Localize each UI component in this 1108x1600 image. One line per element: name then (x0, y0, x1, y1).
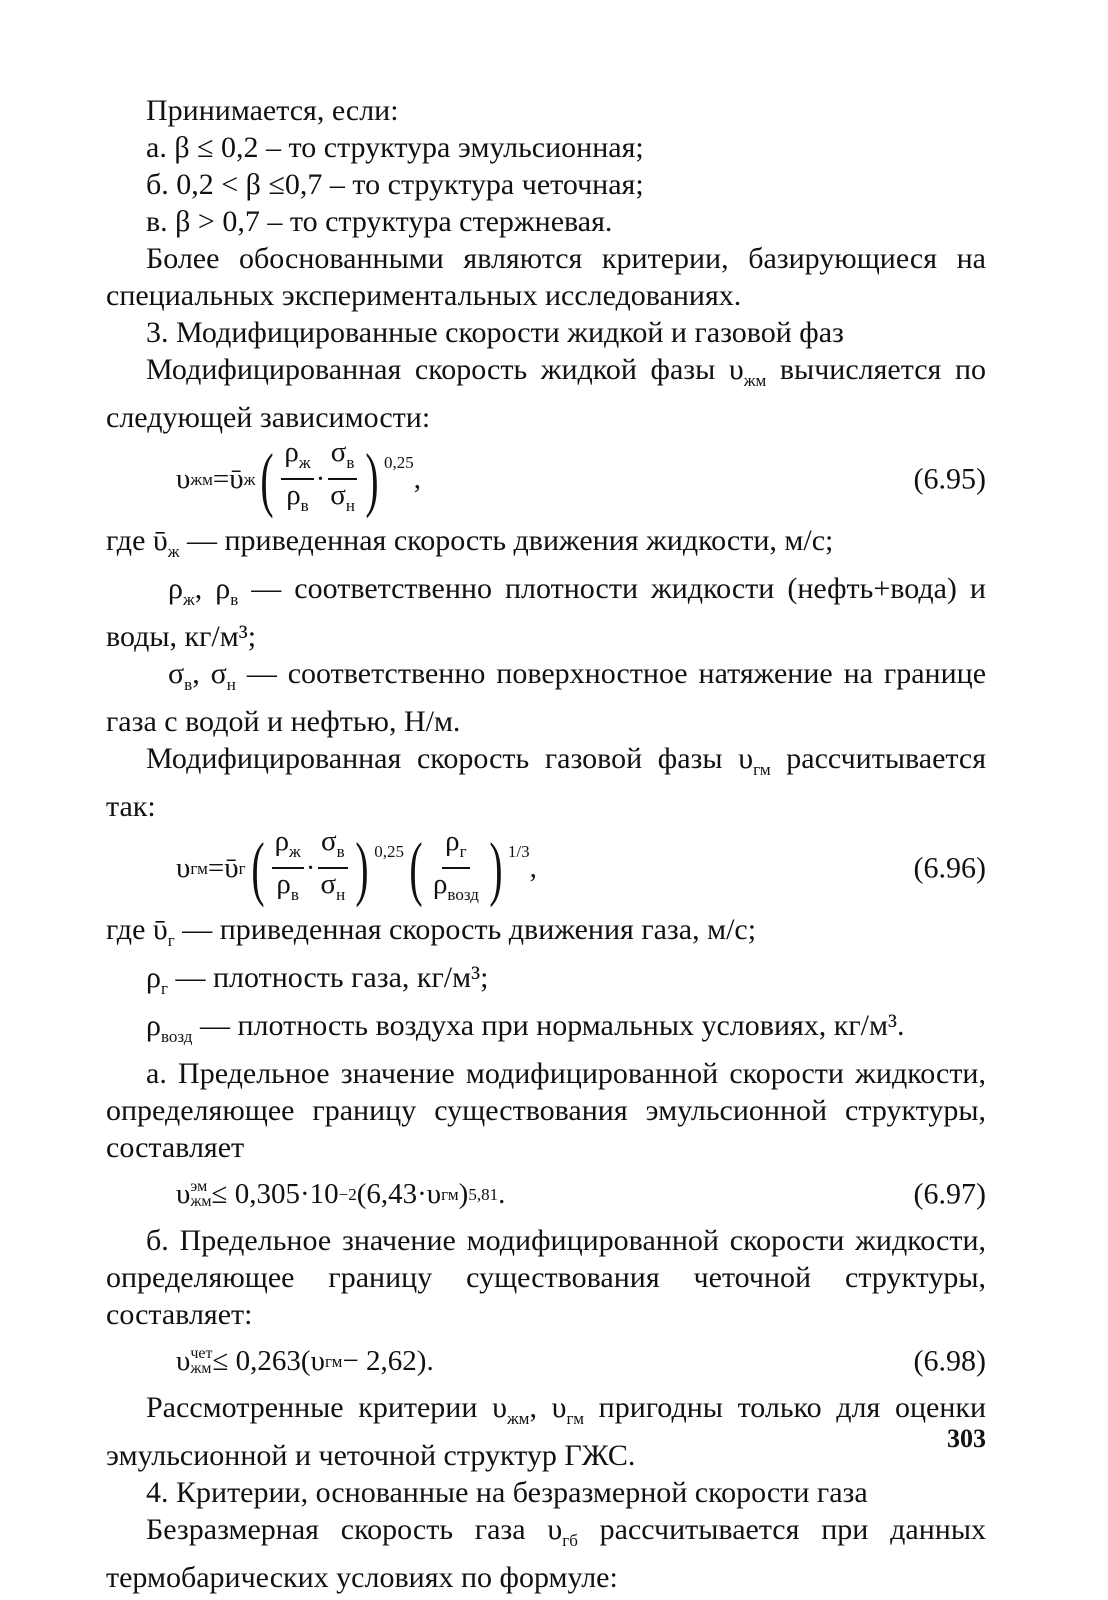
section-heading-4: 4. Критерии, основанные на безразмерной скорости газа (146, 1476, 868, 1509)
criterion-a: а. β ≤ 0,2 – то структура эмульсионная; (146, 131, 644, 164)
equation-number: (6.95) (913, 462, 986, 496)
where-line: $\rho_ж$, $\rho_в$ — соответственно плотности жидкости (нефть+вода) и воды, кг/м³; (106, 572, 986, 653)
paragraph: Рассмотренные критерии $\upsilon_{жм}$, $\upsilon_{гм}$ пригодны только для оценки эмульсионной и четочной структур ГЖС. (106, 1391, 986, 1472)
where-line: $\rho_г$ — плотность газа, кг/м³; (146, 961, 489, 998)
paragraph: Более обоснованными являются критерии, базирующиеся на специальных экспериментальных исследованиях. (106, 242, 986, 312)
formula-6-98: υ чет жм ≤ 0,263(υ гм − 2,62) . (176, 1344, 434, 1377)
equation-number: (6.98) (913, 1344, 986, 1378)
section-heading-3: 3. Модифицированные скорости жидкой и газовой фаз (146, 316, 844, 349)
paragraph: б. Предельное значение модифицированной скорости жидкости, определяющее границу существования четочной структуры, составляет: (106, 1224, 986, 1331)
paragraph: а. Предельное значение модифицированной скорости жидкости, определяющее границу существования эмульсионной структуры, составляет (106, 1057, 986, 1164)
equation-number: (6.97) (913, 1177, 986, 1211)
text-line: Принимается, если: (146, 94, 399, 127)
criterion-c: в. β > 0,7 – то структура стержневая. (146, 205, 613, 238)
paragraph: Безразмерная скорость газа $\upsilon_{гб}$ рассчитывается при данных термобарических условиях по формуле: (106, 1513, 986, 1594)
equation-6-97 (106, 1170, 986, 1218)
equation-6-96 (106, 827, 986, 909)
page-body (106, 92, 986, 1596)
where-line: где ῡ$_г$ — приведенная скорость движения газа, м/с; (106, 913, 757, 950)
formula-6-96: υ гм = ῡ г ( $\frac{\rho_ж}{\rho_в}$ · $\frac{\sigma_в}{\sigma_н}$ ) $^{0,25}$ ( $\frac{\rho_г}{\rho_{возд}}$ ) $^{1/3}$ , (176, 825, 537, 908)
criterion-b: б. 0,2 < β ≤0,7 – то структура четочная; (146, 168, 644, 201)
paragraph: Модифицированная скорость жидкой фазы $\upsilon_{жм}$ вычисляется по следующей зависимости: (106, 353, 987, 434)
formula-6-97: υ эм жм ≤ 0,305·10 −2 (6,43·υ гм ) 5,81 . (176, 1177, 506, 1210)
formula-6-95: υ жм = ῡ ж ( $\frac{\rho_ж}{\rho_в}$ · $\frac{\sigma_в}{\sigma_н}$ ) $^{0,25}$ , (176, 436, 421, 519)
where-line: где ῡ$_ж$ — приведенная скорость движения жидкости, м/с; (106, 524, 834, 561)
paragraph: Модифицированная скорость газовой фазы $\upsilon_{гм}$ рассчитывается так: (106, 742, 986, 823)
page-number: 303 (947, 1424, 986, 1453)
equation-6-98 (106, 1337, 986, 1385)
equation-number: (6.96) (913, 851, 986, 885)
equation-6-95 (106, 438, 986, 520)
where-line: $\sigma_в$, $\sigma_н$ — соответственно поверхностное натяжение на границе газа с водой и нефтью, Н/м. (106, 657, 987, 738)
where-line: $\rho_{возд}$ — плотность воздуха при нормальных условиях, кг/м³. (146, 1009, 905, 1046)
